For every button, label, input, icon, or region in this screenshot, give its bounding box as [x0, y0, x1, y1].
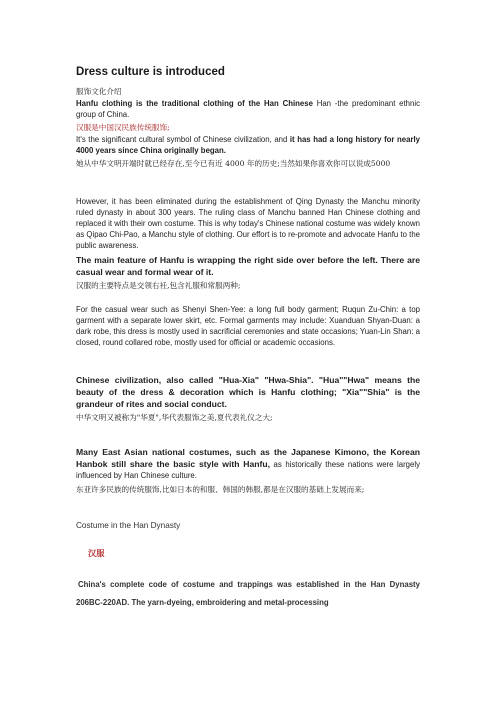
paragraph-7	[76, 446, 420, 481]
paragraph-1	[76, 98, 420, 120]
paragraph-2-plain: It's the significant cultural symbol of Chinese civilization, and	[76, 135, 290, 144]
paragraph-2	[76, 134, 420, 156]
paragraph-6-bold: Chinese civilization, also called "Hua-Xia" "Hwa-Shia". "Hua""Hwa" means the beauty of the dress & decoration which is Hanfu clothing; "Xia""Shia" is the grandeur of rites and social conduct.	[76, 375, 420, 409]
paragraph-6-cn: 中华文明又被称为"华夏",华代表服饰之美,夏代表礼仪之大;	[76, 413, 273, 422]
section-heading: Costume in the Han Dynasty	[76, 521, 181, 530]
paragraph-4-bold: The main feature of Hanfu is wrapping the right side over before the left. There are casual wear and formal wear of it.	[76, 255, 420, 277]
document-page	[76, 0, 420, 702]
doc-title: Dress culture is introduced	[76, 66, 225, 78]
paragraph-1-rest: Han -the predominant ethnic group of China.	[76, 99, 420, 119]
paragraph-1-bold: Hanfu clothing is the traditional clothing of the Han Chinese	[76, 99, 313, 108]
paragraph-8: China's complete code of costume and trappings was established in the Han Dynasty 206BC-220AD. The yarn-dyeing, embroidering and metal-processing	[76, 580, 420, 607]
paragraph-2-bold: it has had a long history for nearly 4000 years since China originally began.	[76, 135, 420, 155]
paragraph-5: For the casual wear such as Shenyi Shen-Yee: a long full body garment; Ruqun Zu-Chin: a top garment with a separate lower skirt, etc. Formal garments may include: Xuanduan Shyan-Duan: a dark robe, this dress is mostly used in sacrificial ceremonies and state occasions; Yuan-Lin Shan: a closed, round collared robe, mostly used for official or academic occasions.	[76, 305, 420, 347]
paragraph-7-bold: Many East Asian national costumes, such as the Japanese Kimono, the Korean Hanbok still share the basic style with Hanfu,	[76, 447, 420, 469]
paragraph-3: However, it has been eliminated during the establishment of Qing Dynasty the Manchu minority ruled dynasty in about 300 years. The ruling class of Manchu banned Han Chinese clothing and replaced it with their own costume. This is why today's Chinese national costume was widely known as Qipao Chi-Pao, a Manchu style of clothing. Our effort is to re-promote and advocate Hanfu to the public awareness.	[76, 197, 420, 250]
section-heading-cn: 汉服	[88, 548, 105, 558]
paragraph-7-cn: 东亚许多民族的传统服饰,比如日本的和服、韩国的韩服,都是在汉服的基础上发展而来;	[76, 485, 365, 494]
paragraph-4-cn: 汉服的主要特点是交领右衽,包含礼服和常服两种;	[76, 281, 241, 290]
paragraph-2-cn: 她从中华文明开端时就已经存在,至今已有近 4000 年的历史;当然如果你喜欢你可以说成5000	[76, 159, 391, 168]
paragraph-1-cn: 汉服是中国汉民族传统服饰;	[76, 123, 170, 132]
paragraph-7-rest: as historically these nations were largely influenced by Han Chinese culture.	[76, 460, 420, 480]
subtitle-cn: 服饰文化介绍	[76, 87, 122, 96]
